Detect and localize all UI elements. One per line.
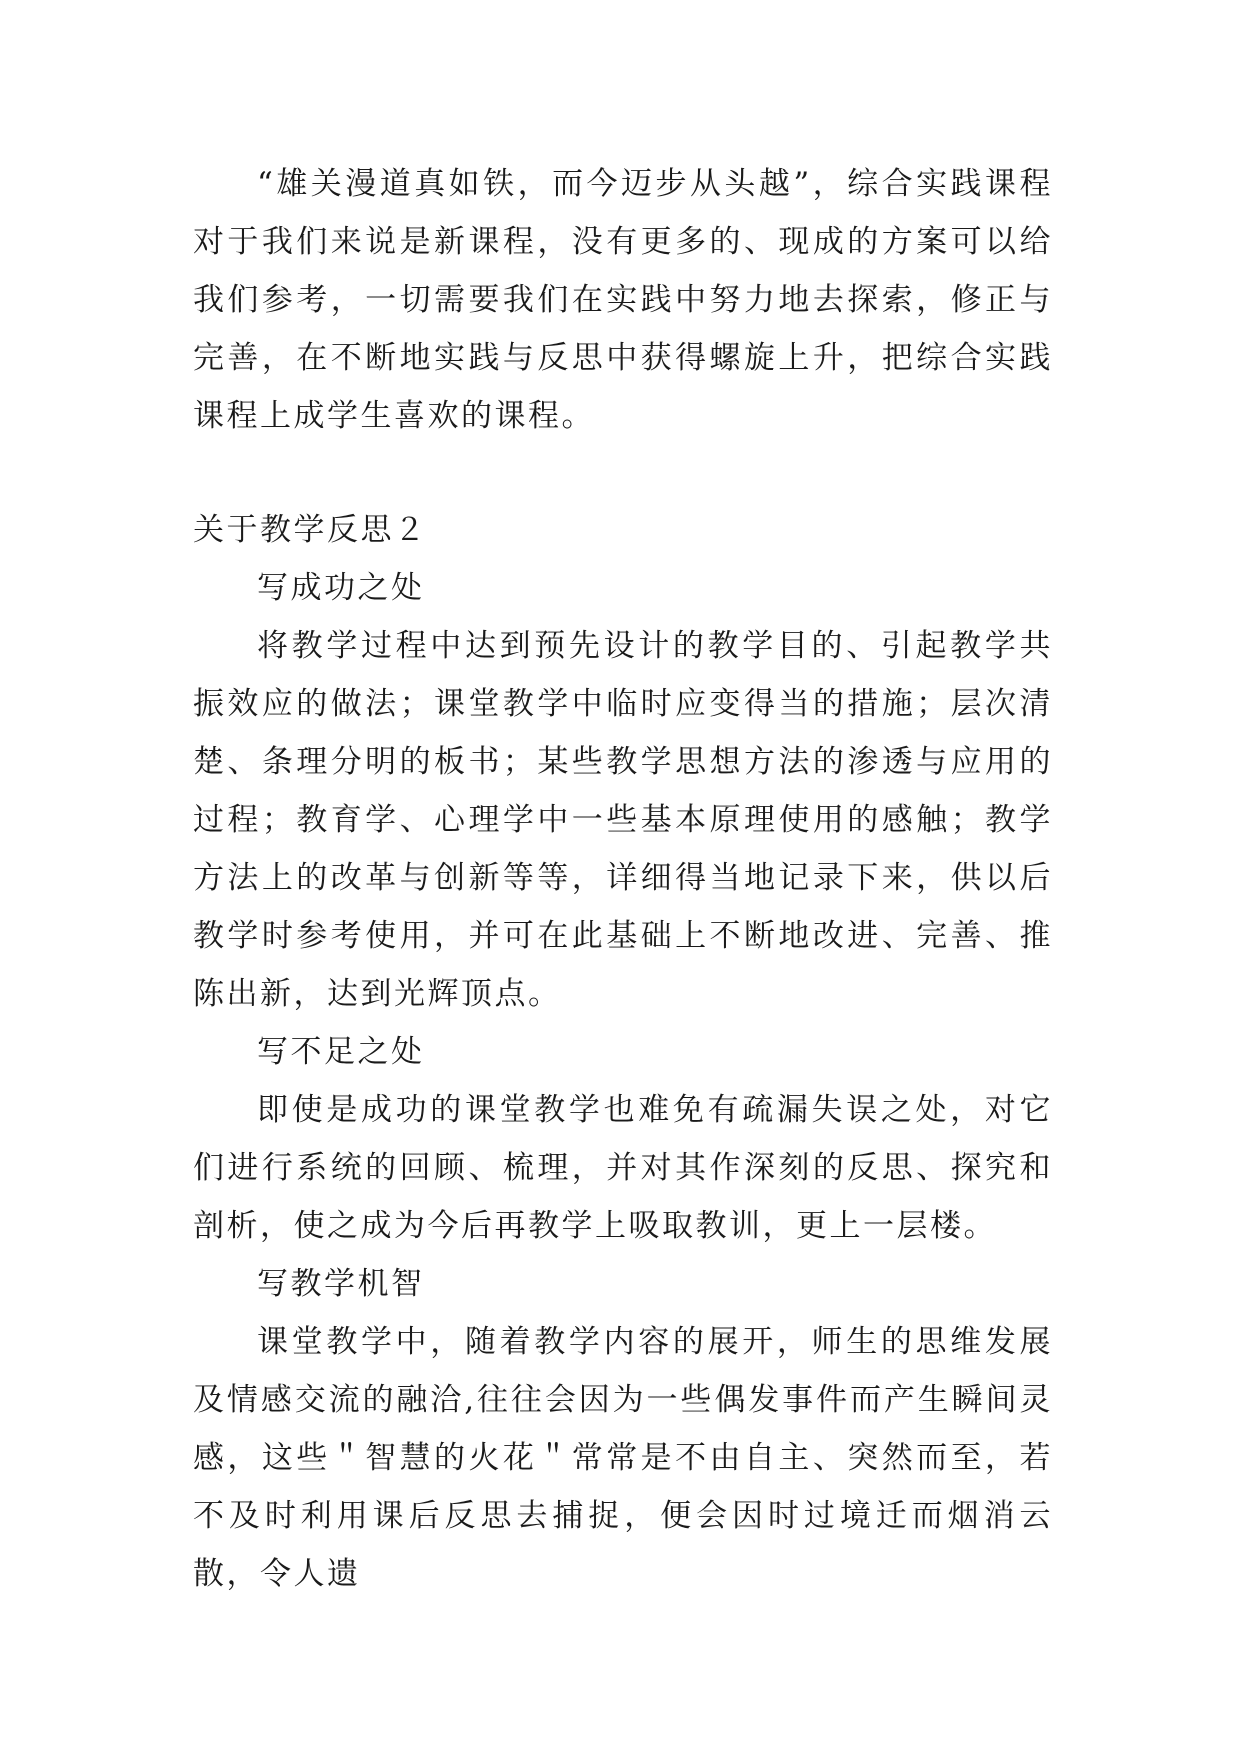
- intro-paragraph: “雄关漫道真如铁，而今迈步从头越”，综合实践课程对于我们来说是新课程，没有更多的、现成的方案可以给我们参考，一切需要我们在实践中努力地去探索，修正与完善，在不断地实践与反思中获得螺旋上升，把综合实践课程上成学生喜欢的课程。: [193, 166, 1053, 434]
- section-title: 关于教学反思２: [193, 512, 428, 548]
- subheading-teaching-wit: 写教学机智: [257, 1266, 425, 1302]
- subheading-shortcomings: 写不足之处: [257, 1034, 425, 1070]
- paragraph-teaching-wit: 课堂教学中，随着教学内容的展开，师生的思维发展及情感交流的融洽,往往会因为一些偶发事件而产生瞬间灵感，这些＂智慧的火花＂常常是不由自主、突然而至，若不及时利用课后反思去捕捉，便会因时过境迁而烟消云散，令人遗: [193, 1324, 1053, 1592]
- section-spacer: [193, 445, 1053, 501]
- paragraph-shortcomings: 即使是成功的课堂教学也难免有疏漏失误之处，对它们进行系统的回顾、梳理，并对其作深刻的反思、探究和剖析，使之成为今后再教学上吸取教训，更上一层楼。: [193, 1092, 1053, 1244]
- subheading-success: 写成功之处: [257, 570, 425, 606]
- paragraph-success: 将教学过程中达到预先设计的教学目的、引起教学共振效应的做法；课堂教学中临时应变得当的措施；层次清楚、条理分明的板书；某些教学思想方法的渗透与应用的过程；教育学、心理学中一些基本原理使用的感触；教学方法上的改革与创新等等，详细得当地记录下来，供以后教学时参考使用，并可在此基础上不断地改进、完善、推陈出新，达到光辉顶点。: [193, 628, 1053, 1012]
- document-body: [193, 155, 1053, 1603]
